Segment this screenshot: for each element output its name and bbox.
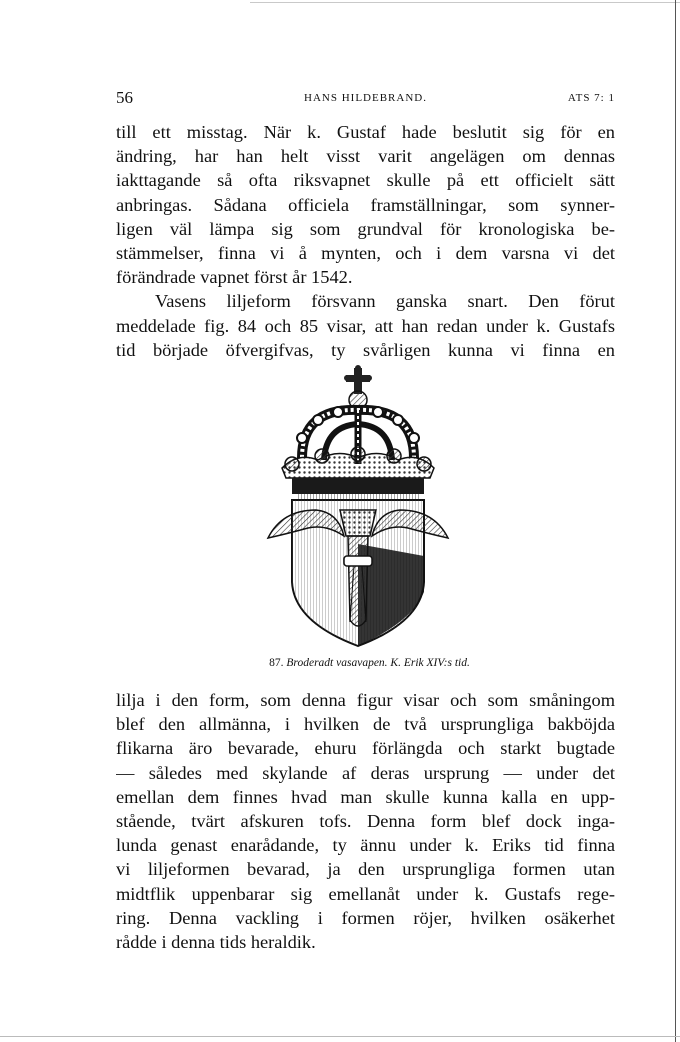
text-block-bottom [116,688,615,954]
text-line: förändrade vapnet först år 1542. [116,267,353,288]
scan-edge-bottom [0,1036,680,1037]
text-line: stämmelser, finna vi å mynten, och i dem varsna vi det [116,242,615,263]
signature-mark: ATS 7: 1 [567,92,615,104]
text-line: stående, tvärt afskuren tofs. Denna form blef dock inga- [116,810,615,831]
text-line: till ett misstag. När k. Gustaf hade beslutit sig för en [116,122,615,142]
text-line: Vasens liljeform försvann ganska snart. Den förut [155,291,615,312]
text-line: rådde i denna tids heraldik. [116,931,316,952]
text-line: lilja i den form, som denna figur visar och som småningom [116,690,615,710]
figure-vasa-arms [262,360,454,652]
text-line: anbringas. Sådana officiela framställningar, som synner- [116,194,615,215]
text-line: tid började öfvergifvas, ty svårligen kunna vi finna en [116,339,615,360]
text-line: blef den allmänna, i hvilken de två ursprungliga bakböjda [116,714,615,735]
scan-edge-top [250,2,680,3]
text-line: lunda genast enarådande, ty ännu under k. Eriks tid finna [116,835,615,856]
page-header [116,88,615,108]
page-number: 56 [116,88,133,107]
text-line: emellan dem finnes hvad man skulle kunna kalla en upp- [116,786,615,807]
scan-edge-right [675,0,676,1042]
text-line: flikarna äro bevarade, ehuru förlängda och starkt bugtade [116,738,615,759]
figure-caption-text: Broderadt vasavapen. K. Erik XIV:s tid. [286,657,470,669]
text-line: ligen väl lämpa sig som grundval för kronologiska be- [116,218,615,239]
running-title: HANS HILDEBRAND. [304,92,427,104]
figure-caption [120,657,619,669]
text-line: vi liljeformen bevarad, ja den ursprungliga formen utan [116,859,615,880]
text-line: iakttagande så ofta riksvapnet skulle på ett officielt sätt [116,170,615,191]
crown-cross-icon [344,365,372,394]
figure-number: 87. [269,657,284,669]
text-line: — således med skylande af deras ursprung — under det [116,762,615,783]
text-line: meddelade fig. 84 och 85 visar, att han redan under k. Gustafs [116,315,615,336]
text-block-top [116,120,615,362]
text-line: ändring, har han helt visst varit angelägen om dennas [116,146,615,167]
text-line: midtflik uppenbarar sig emellanåt under k. Gustafs rege- [116,883,615,904]
text-line: ring. Denna vackling i formen röjer, hvilken osäkerhet [116,907,615,928]
